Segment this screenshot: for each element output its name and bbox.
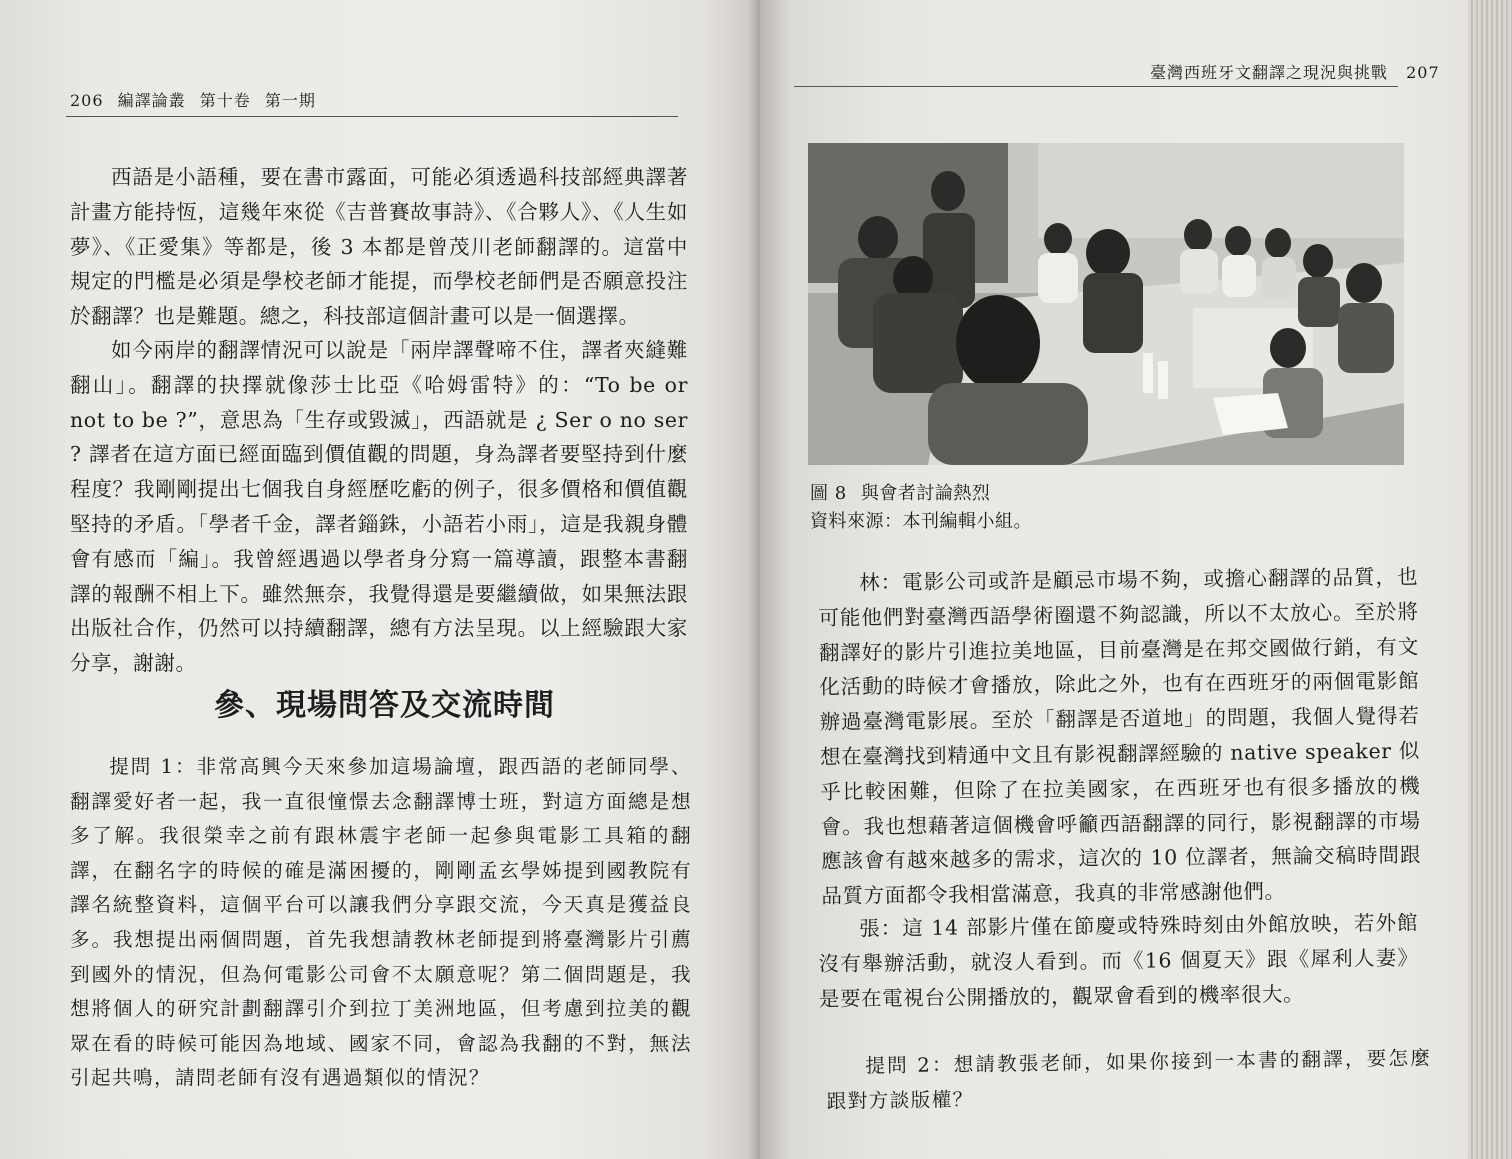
meeting-photo-illustration (808, 143, 1404, 465)
left-header-rule (66, 116, 678, 117)
journal-name: 編譯論叢 (117, 91, 186, 110)
volume: 第十卷 (199, 91, 251, 110)
section-title: 參、現場問答及交流時間 (214, 688, 555, 723)
right-header-rule (794, 86, 1398, 87)
figure-photo (808, 143, 1404, 465)
right-paragraph-lin: 林：電影公司或許是顧忌市場不夠，或擔心翻譯的品質，也可能他們對臺灣西語學術圈還不夠認識，所以不太放心。至於將翻譯好的影片引進拉美地區，目前臺灣是在邦交國做行銷，有文化活動的時候才會播放，除此之外，也有在西班牙的兩個電影館辦過臺灣電影展。至於「翻譯是否道地」的問題，我個人覺得若想在臺灣找到精通中文且有影視翻譯經驗的 native speaker 似乎比較困難，但除了在拉美國家，在西班牙也有很多播放的機會。我也想藉著這個機會呼籲西語翻譯的同行，影視翻譯的市場應該會有越來越多的需求，這次的 10 位譯者，無論交稿時間跟品質方面都令我相當滿意，我真的非常感謝他們。 (818, 564, 1422, 909)
right-paragraph-zhang: 張：這 14 部影片僅在節慶或特殊時刻由外館放映，若外館沒有舉辦活動，就沒人看到。而《16 個夏天》跟《犀利人妻》是要在電視台公開播放的，觀眾會看到的機率很大。 (818, 910, 1419, 1011)
page-edges (1468, 0, 1512, 1159)
left-paragraph-1: 西語是小語種，要在書市露面，可能必須透過科技部經典譯著計畫方能持恆，這幾年來從《吉普賽故事詩》、《合夥人》、《人生如夢》、《正愛集》等都是，後 3 本都是曾茂川老師翻譯的。這當中規定的門檻是必須是學校老師才能提，而學校老師們是否願意投注於翻譯？也是難題。總之，科技部這個計畫可以是一個選擇。 (70, 165, 688, 329)
figure-caption (810, 480, 990, 508)
figure-source: 資料來源：本刊編輯小組。 (810, 511, 1032, 532)
right-page (760, 0, 1512, 1159)
figure-label: 圖 8 (810, 483, 847, 504)
figure-caption-text: 與會者討論熱烈 (860, 483, 991, 504)
right-page-header (1150, 60, 1440, 83)
page-number-left: 206 (70, 91, 104, 110)
left-paragraph-2: 如今兩岸的翻譯情況可以說是「兩岸譯聲啼不住，譯者夾縫難翻山」。翻譯的抉擇就像莎士比亞《哈姆雷特》的：“To be or not to be ?”，意思為「生存或毀滅」，西語就是 ¿ Ser o no ser ? 譯者在這方面已經面臨到價值觀的問題，身為譯者要堅持到什麼程度？我剛剛提出七個我自身經歷吃虧的例子，很多價格和價值觀堅持的矛盾。「學者千金，譯者錙銖，小語若小雨」，這是我親身體會有感而「編」。我曾經遇過以學者身分寫一篇導讀，跟整本書翻譯的報酬不相上下。雖然無奈，我覺得還是要繼續做，如果無法跟出版社合作，仍然可以持續翻譯，總有方法呈現。以上經驗跟大家分享，謝謝。 (70, 338, 688, 676)
issue: 第一期 (264, 91, 316, 110)
running-title: 臺灣西班牙文翻譯之現況與挑戰 (1150, 63, 1389, 82)
page-number-right: 207 (1406, 63, 1440, 82)
question-2: 提問 2：想請教張老師，如果你接到一本書的翻譯，要怎麼跟對方談版權？ (826, 1046, 1432, 1113)
left-page-header (70, 88, 316, 111)
question-1: 提問 1：非常高興今天來參加這場論壇，跟西語的老師同學、翻譯愛好者一起，我一直很憧憬去念翻譯博士班，對這方面總是想多了解。我很榮幸之前有跟林震宇老師一起參與電影工具箱的翻譯，在翻名字的時候的確是滿困擾的，剛剛孟玄學姊提到國教院有譯名統整資料，這個平台可以讓我們分享跟交流，今天真是獲益良多。我想提出兩個問題，首先我想請教林老師提到將臺灣影片引薦到國外的情況，但為何電影公司會不太願意呢？第二個問題是，我想將個人的研究計劃翻譯引介到拉丁美洲地區，但考慮到拉美的觀眾在看的時候可能因為地域、國家不同，會認為我翻的不對，無法引起共鳴，請問老師有沒有遇過類似的情況？ (70, 755, 692, 1090)
